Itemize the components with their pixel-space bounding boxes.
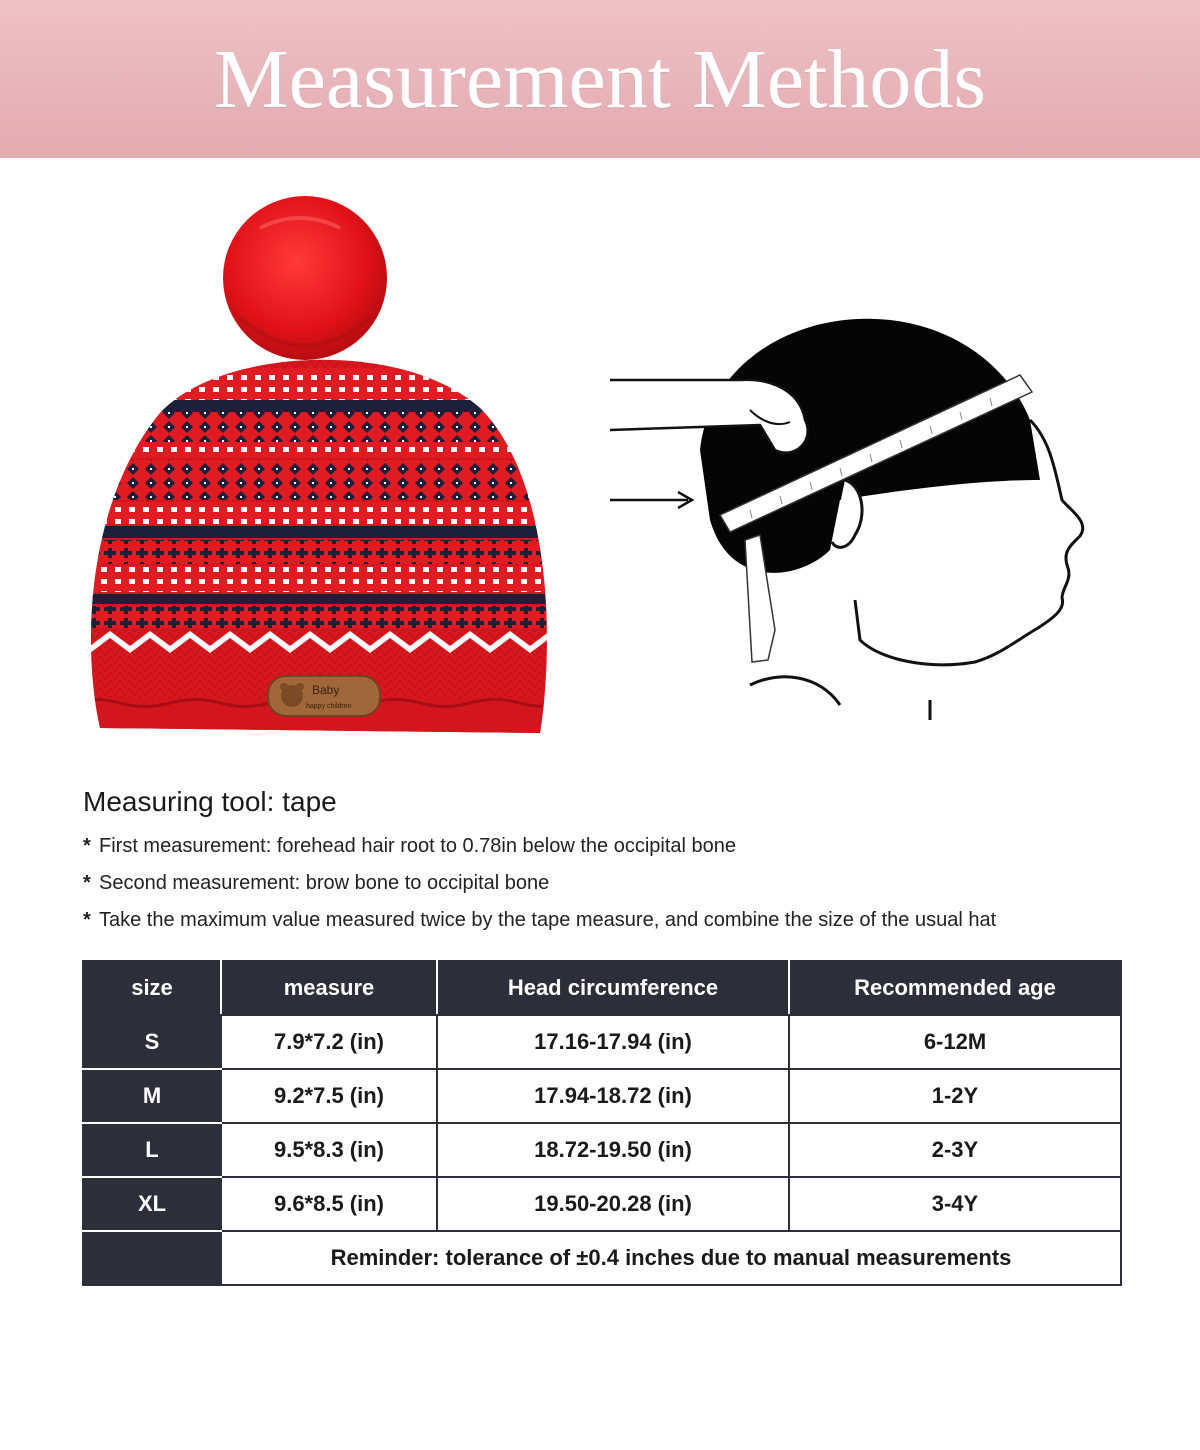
size-cell: M xyxy=(83,1069,221,1123)
circumference-cell: 17.94-18.72 (in) xyxy=(437,1069,789,1123)
bullet: * xyxy=(83,835,91,857)
size-cell: L xyxy=(83,1123,221,1177)
bullet: * xyxy=(83,872,91,894)
age-cell: 2-3Y xyxy=(789,1123,1121,1177)
instruction-text: Take the maximum value measured twice by the tape measure, and combine the size of the usual hat xyxy=(99,909,997,931)
title-banner xyxy=(0,0,1200,158)
reminder-text: Reminder: tolerance of ±0.4 inches due to manual measurements xyxy=(221,1231,1121,1285)
size-cell: S xyxy=(83,1015,221,1069)
table-row xyxy=(83,1177,1121,1231)
age-cell: 6-12M xyxy=(789,1015,1121,1069)
age-cell: 1-2Y xyxy=(789,1069,1121,1123)
instruction-text: First measurement: forehead hair root to 0.78in below the occipital bone xyxy=(99,835,737,857)
measure-cell: 9.5*8.3 (in) xyxy=(221,1123,437,1177)
list-item xyxy=(83,828,1143,865)
hat-label-subtext: happy children xyxy=(306,703,352,710)
instructions-list xyxy=(83,828,1143,939)
list-item xyxy=(83,865,1143,902)
page-title: Measurement Methods xyxy=(213,32,987,126)
measure-cell: 9.2*7.5 (in) xyxy=(221,1069,437,1123)
circumference-cell: 19.50-20.28 (in) xyxy=(437,1177,789,1231)
measure-cell: 7.9*7.2 (in) xyxy=(221,1015,437,1069)
table-header-row xyxy=(83,961,1121,1015)
header-size: size xyxy=(83,961,221,1015)
table-row xyxy=(83,1069,1121,1123)
reminder-row xyxy=(83,1231,1121,1285)
instructions-title: Measuring tool: tape xyxy=(83,786,337,817)
header-recommended-age: Recommended age xyxy=(789,961,1121,1015)
knit-hat-illustration xyxy=(70,168,570,758)
reminder-spacer xyxy=(83,1231,221,1285)
hat-label-text: Baby xyxy=(312,683,340,697)
size-chart-table xyxy=(82,960,1122,1286)
circumference-cell: 18.72-19.50 (in) xyxy=(437,1123,789,1177)
list-item xyxy=(83,902,1143,939)
table-row xyxy=(83,1015,1121,1069)
head-measurement-icon xyxy=(600,300,1100,720)
age-cell: 3-4Y xyxy=(789,1177,1121,1231)
bullet: * xyxy=(83,909,91,931)
circumference-cell: 17.16-17.94 (in) xyxy=(437,1015,789,1069)
instruction-text: Second measurement: brow bone to occipital bone xyxy=(99,872,550,894)
measure-cell: 9.6*8.5 (in) xyxy=(221,1177,437,1231)
hat-label xyxy=(268,676,380,716)
table-row xyxy=(83,1123,1121,1177)
header-measure: measure xyxy=(221,961,437,1015)
instructions-section xyxy=(83,782,1143,939)
size-cell: XL xyxy=(83,1177,221,1231)
header-head-circumference: Head circumference xyxy=(437,961,789,1015)
